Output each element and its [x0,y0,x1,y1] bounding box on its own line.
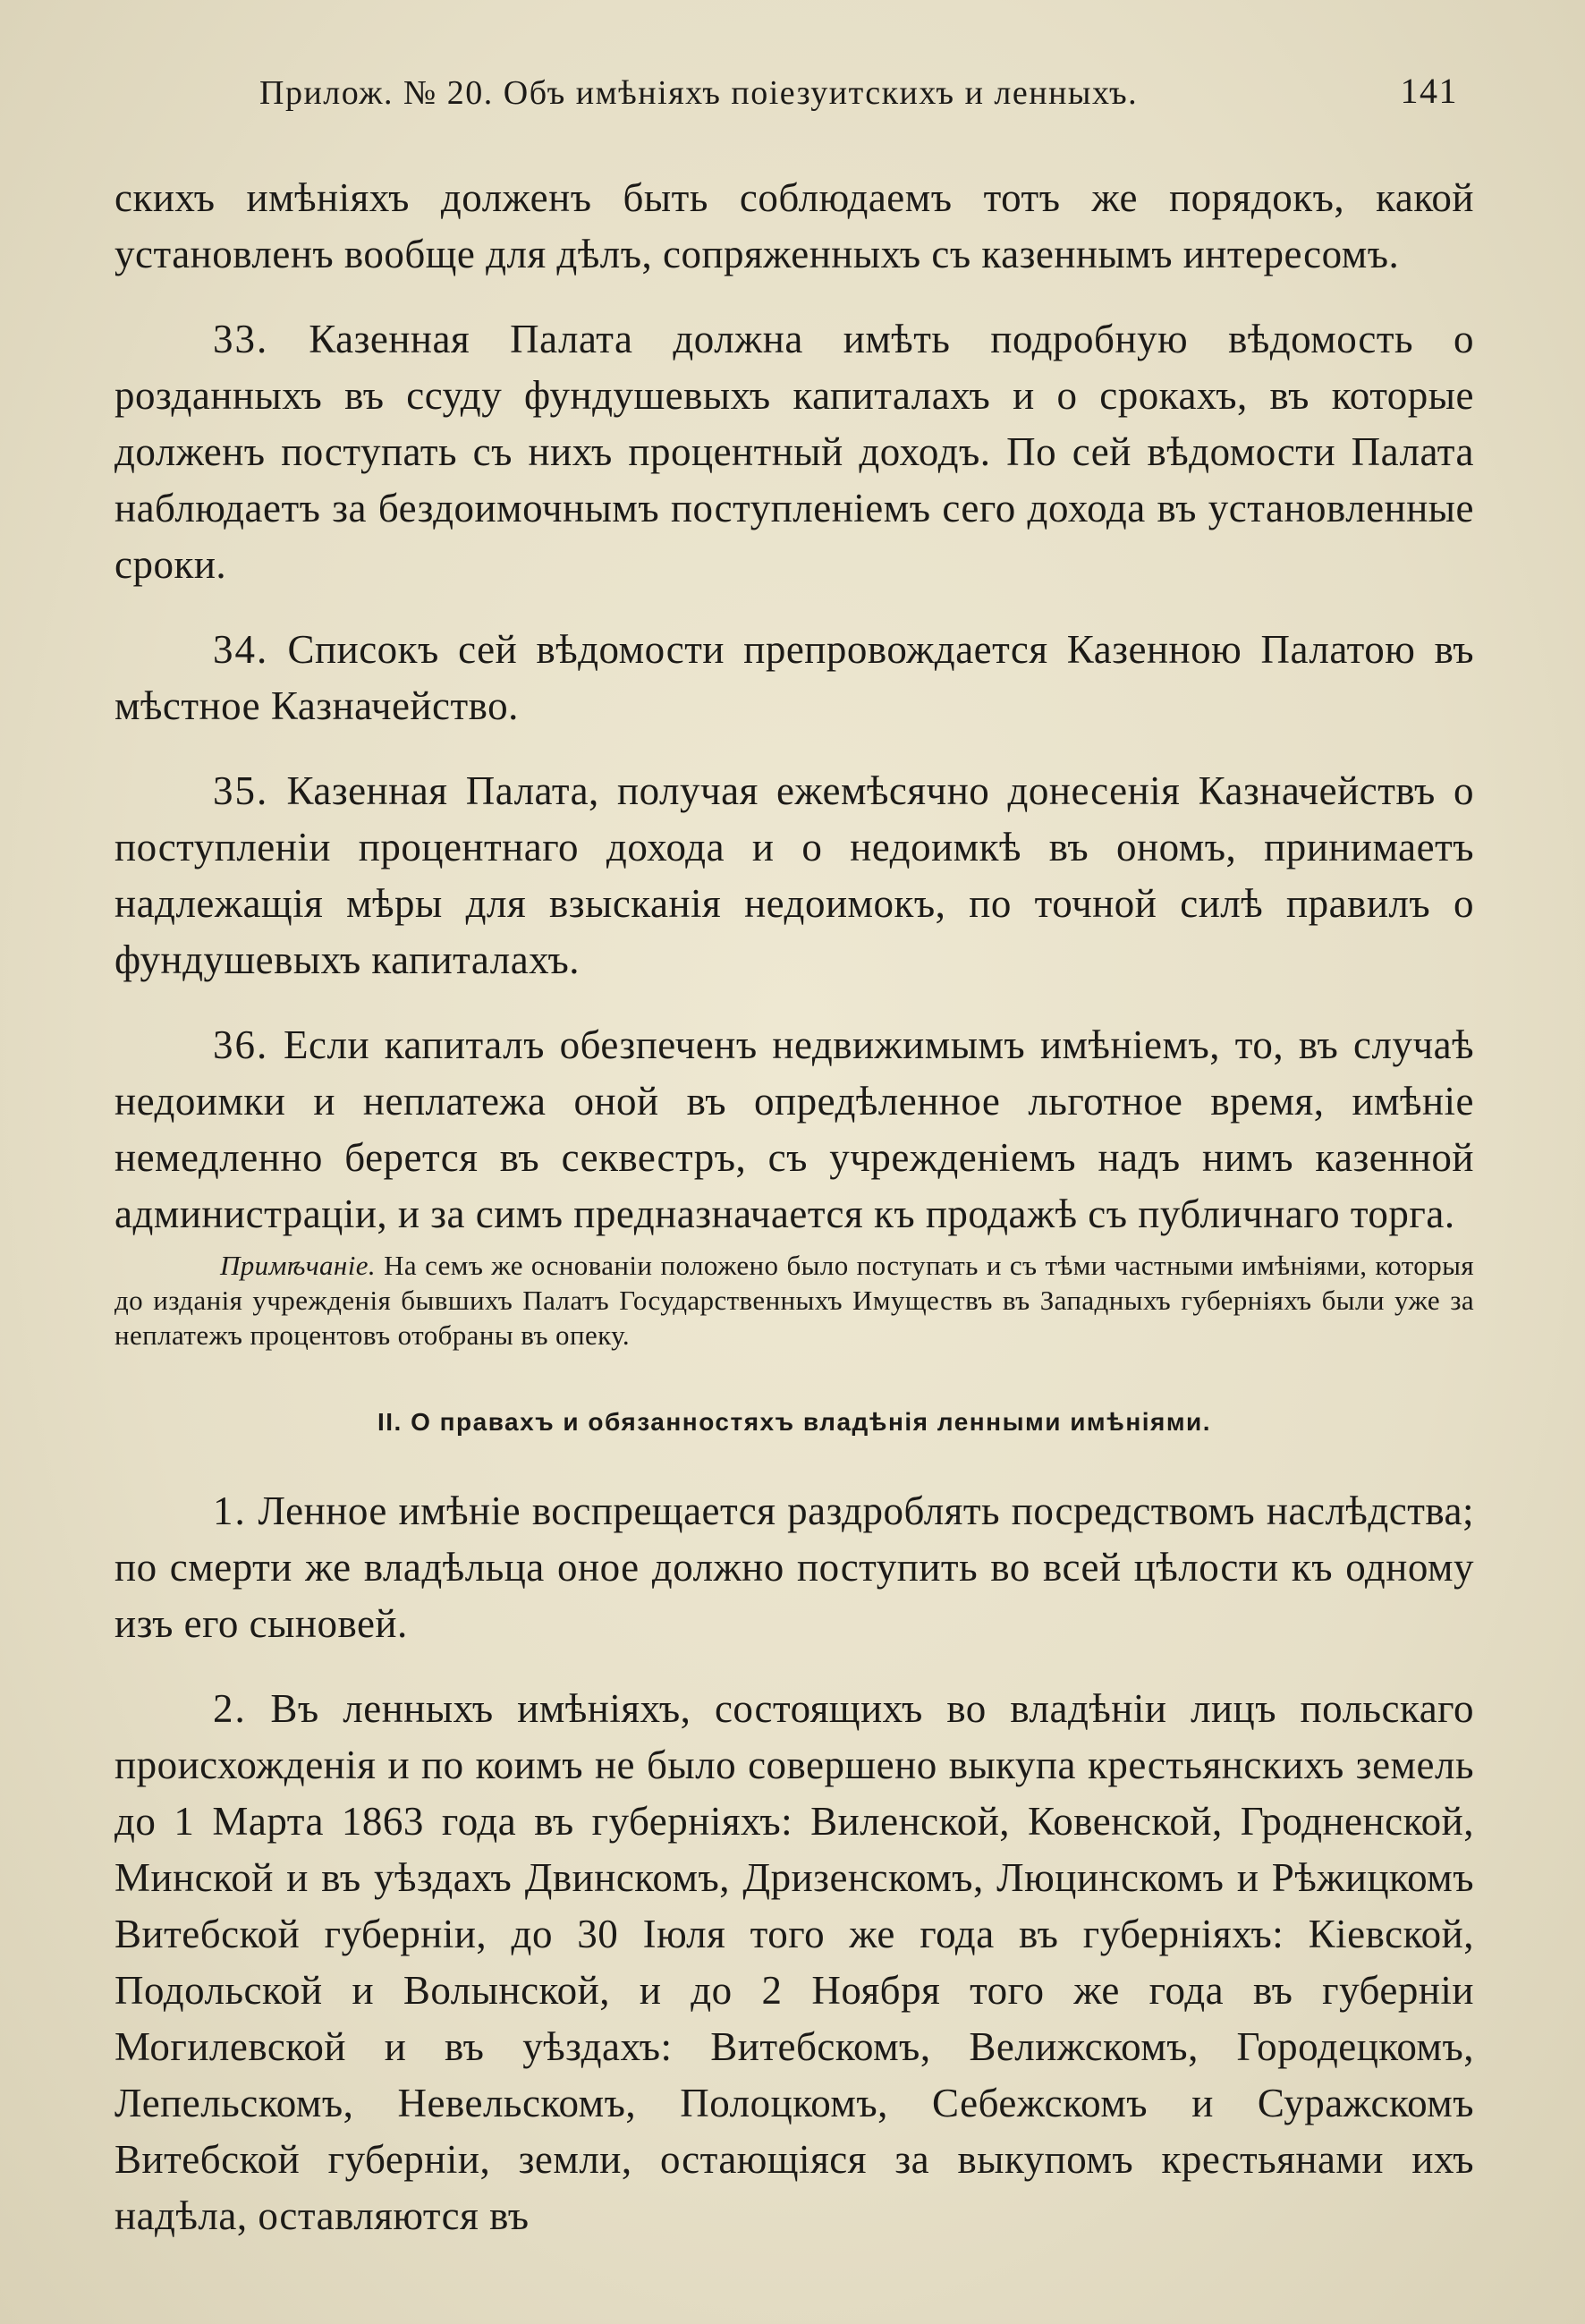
paragraph-text: скихъ имѣніяхъ долженъ быть соблюдаемъ тотъ же порядокъ, какой установленъ вообще для дѣлъ, сопряженныхъ съ казеннымъ интересомъ. [114,175,1474,276]
article-number: 33. [213,317,269,361]
article-2 [114,1681,1474,2244]
article-1 [114,1483,1474,1652]
note-label: Примѣчаніе. [220,1250,377,1281]
article-text: Списокъ сей вѣдомости препровождается Казенною Палатою въ мѣстное Казначейство. [114,627,1474,728]
article-35 [114,763,1474,988]
article-number: 2. [213,1686,247,1731]
page-header [259,61,1458,115]
article-33 [114,311,1474,593]
continued-paragraph [114,170,1474,283]
footnote-remark [114,1248,1474,1353]
section-heading: II. О правахъ и обязанностяхъ владѣнія ленными имѣніями. [377,1408,1212,1436]
page-number: 141 [1400,71,1458,111]
running-title: Прилож. № 20. Объ имѣніяхъ поіезуитскихъ и ленныхъ. [259,74,1139,112]
page-body [114,170,1474,2273]
article-text: Въ ленныхъ имѣніяхъ, состоящихъ во владѣніи лицъ польскаго происхожденія и по коимъ не было совершено выкупа крестьянскихъ земель до 1 Марта 1863 года въ губерніяхъ: Виленской, Ковенской, Гродненской, Минской и въ уѣздахъ Двинскомъ, Дризенскомъ, Люцинскомъ и Рѣжицкомъ Витебской губерніи, до 30 Іюля того же года въ губерніяхъ: Кіевской, Подольской и Волынской, и до 2 Ноября того же года въ губерніи Могилевской и въ уѣздахъ: Витебскомъ, Велижскомъ, Городецкомъ, Лепельскомъ, Невельскомъ, Полоцкомъ, Себежскомъ и Суражскомъ Витебской губерніи, земли, остающіяся за выкупомъ крестьянами ихъ надѣла, оставляются въ [114,1686,1475,2238]
article-text: Если капиталъ обезпеченъ недвижимымъ имѣніемъ, то, въ случаѣ недоимки и неплатежа оной въ опредѣленное льготное время, имѣніе немедленно берется въ секвестръ, съ учрежденіемъ надъ нимъ казенной администраціи, и за симъ предназначается къ продажѣ съ публичнаго торга. [114,1022,1475,1236]
note-text: На семъ же основаніи положено было поступать и съ тѣми частными имѣніями, которыя до изданія учрежденія бывшихъ Палатъ Государственныхъ Имуществъ въ Западныхъ губерніяхъ были уже за неплатежъ процентовъ отобраны въ опеку. [114,1250,1474,1351]
article-36 [114,1017,1474,1243]
article-number: 36. [213,1022,269,1067]
article-text: Казенная Палата, получая ежемѣсячно донесенія Казначействъ о поступленіи процентнаго дохода и о недоимкѣ въ ономъ, принимаетъ надлежащія мѣры для взысканія недоимокъ, по точной силѣ правилъ о фундушевыхъ капиталахъ. [114,768,1475,982]
article-number: 34. [213,627,269,672]
article-text: Казенная Палата должна имѣть подробную вѣдомость о розданныхъ въ ссуду фундушевыхъ капиталахъ и о срокахъ, въ которые долженъ поступать съ нихъ процентный доходъ. По сей вѣдомости Палата наблюдаетъ за бездоимочнымъ поступленіемъ сего дохода въ установленные сроки. [114,317,1475,587]
article-34 [114,622,1474,734]
article-text: Ленное имѣніе воспрещается раздроблять посредствомъ наслѣдства; по смерти же владѣльца оное должно поступить во всей цѣлости къ одному изъ его сыновей. [114,1489,1474,1646]
article-number: 1. [213,1489,247,1533]
article-number: 35. [213,768,269,813]
